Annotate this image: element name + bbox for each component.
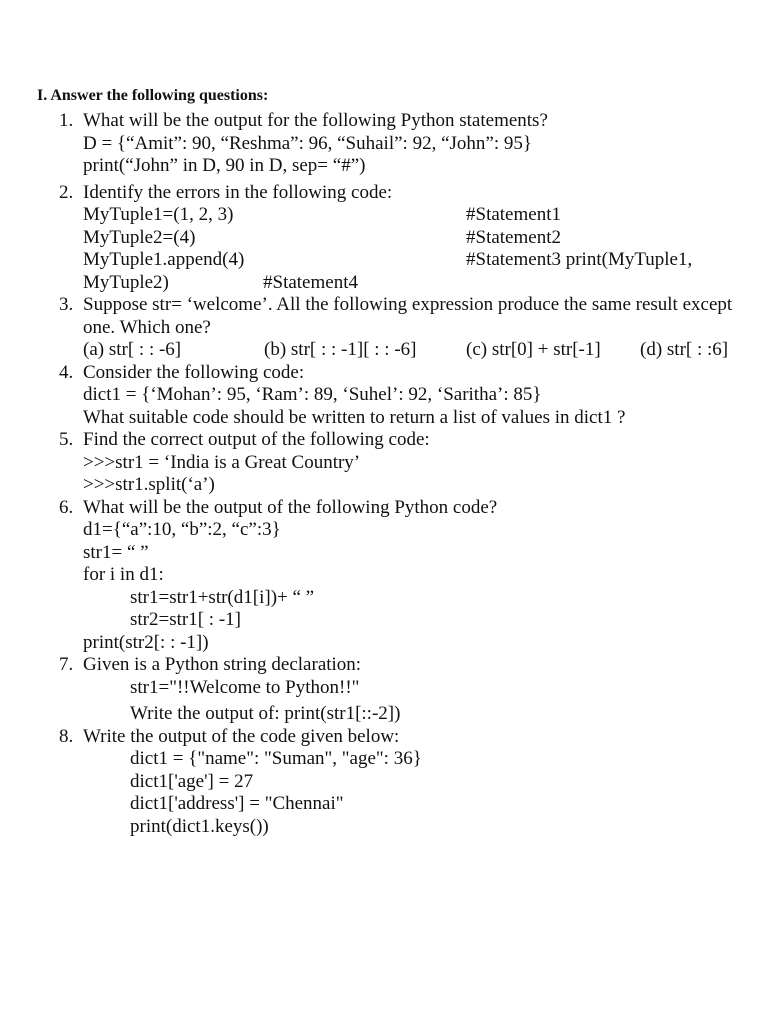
code-row [83,227,768,250]
question-text: Given is a Python string declaration: [83,654,362,675]
code-line-indented: dict1 = {"name": "Suman", "age": 36} [130,748,422,769]
option-b: (b) str[ : : -1][ : : -6] [264,339,417,360]
code-line-indented: dict1['age'] = 27 [130,770,254,792]
option-d: (d) str[ : :6] [640,339,729,360]
section-heading: I. Answer the following questions: [37,87,269,104]
question-text: Identify the errors in the following code: [83,181,393,203]
answer-options [83,339,768,362]
code-line: D = {“Amit”: 90, “Reshma”: 96, “Suhail”: 92, “John”: 95} [83,132,532,154]
code-line-indented: dict1['address'] = "Chennai" [130,793,344,814]
code-row [83,204,768,227]
question-8 [0,726,768,839]
question-number: 2. [59,181,74,203]
code-line: d1={“a”:10, “b”:2, “c”:3} [83,519,281,540]
code-statement: MyTuple2) [83,271,169,293]
question-text: What suitable code should be written to return a list of values in dict1 ? [83,406,626,428]
code-statement: MyTuple2=(4) [83,226,196,248]
code-line: for i in d1: [83,564,164,585]
code-line-indented: print(dict1.keys()) [130,815,269,837]
code-line: print(str2[: : -1]) [83,631,209,653]
code-row [83,272,768,295]
question-text: Suppose str= ‘welcome’. All the following expression produce the same result except one. Which one? [83,294,733,338]
question-1 [0,110,768,178]
question-3 [0,294,768,362]
question-text: Consider the following code: [83,361,305,383]
code-line-indented: str1=str1+str(d1[i])+ “ ” [130,586,315,608]
code-statement: MyTuple1.append(4) [83,249,245,270]
code-comment: #Statement4 [263,271,358,293]
code-line: >>>str1 = ‘India is a Great Country’ [83,451,361,473]
code-row [83,249,768,272]
question-5 [0,429,768,497]
code-comment: #Statement1 [466,204,561,225]
question-number: 1. [59,110,74,131]
question-number: 4. [59,361,74,383]
option-a: (a) str[ : : -6] [83,339,182,360]
code-comment: #Statement3 print(MyTuple1, [466,249,693,270]
code-line: dict1 = {‘Mohan’: 95, ‘Ram’: 89, ‘Suhel’: 92, ‘Saritha’: 85} [83,384,542,405]
code-line: >>>str1.split(‘a’) [83,474,215,495]
question-6 [0,497,768,655]
question-text: What will be the output of the following Python code? [83,496,498,518]
question-2 [0,182,768,295]
question-7 [0,654,768,726]
question-number: 6. [59,496,74,518]
question-list [0,110,768,838]
question-number: 8. [59,725,74,747]
code-line-indented: str1="!!Welcome to Python!!" [130,676,360,698]
question-4 [0,362,768,430]
code-line: str1= “ ” [83,541,149,563]
code-statement: MyTuple1=(1, 2, 3) [83,204,234,225]
question-text: Write the output of the code given below: [83,725,400,747]
question-number: 3. [59,294,74,315]
question-number: 5. [59,429,74,450]
question-text: What will be the output for the following Python statements? [83,110,548,131]
question-text: Find the correct output of the following code: [83,429,430,450]
code-line-indented: Write the output of: print(str1[::-2]) [130,703,401,724]
code-comment: #Statement2 [466,226,561,248]
question-number: 7. [59,654,74,675]
code-line: print(“John” in D, 90 in D, sep= “#”) [83,155,366,176]
code-line-indented: str2=str1[ : -1] [130,609,241,630]
option-c: (c) str[0] + str[-1] [466,339,601,360]
